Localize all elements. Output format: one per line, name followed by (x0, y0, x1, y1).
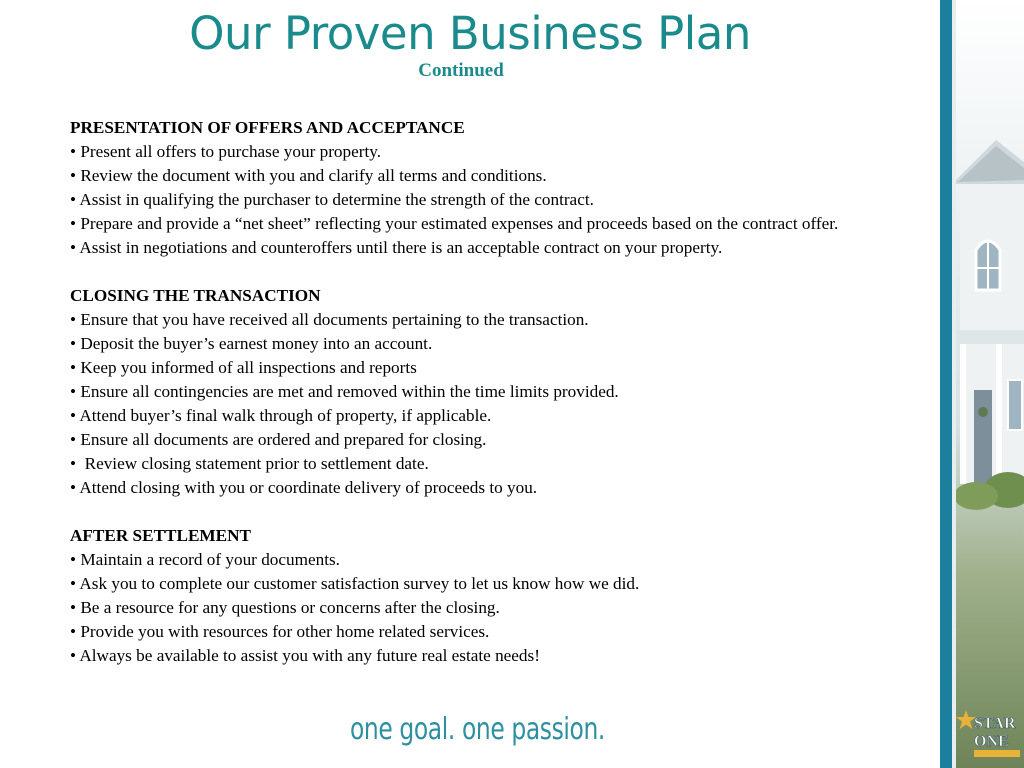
section-heading: AFTER SETTLEMENT (70, 526, 251, 545)
accent-stripe (940, 0, 952, 768)
list-item: • Prepare and provide a “net sheet” reflecting your estimated expenses and proceeds based on the contract offer. (70, 214, 839, 233)
section-offers (70, 116, 870, 260)
page-title: Our Proven Business Plan (189, 7, 751, 60)
list-item: • Review the document with you and clarify all terms and conditions. (70, 166, 547, 185)
list-item: • Provide you with resources for other home related services. (70, 622, 490, 641)
star-one-logo (956, 706, 1024, 768)
list-item: • Ensure that you have received all documents pertaining to the transaction. (70, 310, 589, 329)
svg-text:STAR: STAR (974, 715, 1016, 732)
list-item: • Ensure all contingencies are met and removed within the time limits provided. (70, 382, 619, 401)
list-item: • Review closing statement prior to settlement date. (70, 454, 429, 473)
tagline: one goal. one passion. (350, 712, 605, 747)
list-item: • Ensure all documents are ordered and prepared for closing. (70, 430, 487, 449)
list-item: • Ask you to complete our customer satisfaction survey to let us know how we did. (70, 574, 640, 593)
list-item: • Deposit the buyer’s earnest money into an account. (70, 334, 433, 353)
list-item: • Attend buyer’s final walk through of property, if applicable. (70, 406, 492, 425)
section-after-settlement (70, 524, 870, 668)
list-item: • Keep you informed of all inspections and reports (70, 358, 417, 377)
section-heading: PRESENTATION OF OFFERS AND ACCEPTANCE (70, 118, 465, 137)
section-heading: CLOSING THE TRANSACTION (70, 286, 321, 305)
side-panel (940, 0, 1024, 768)
svg-text:ONE: ONE (974, 733, 1009, 750)
list-item: • Maintain a record of your documents. (70, 550, 340, 569)
list-item: • Assist in qualifying the purchaser to determine the strength of the contract. (70, 190, 594, 209)
list-item: • Present all offers to purchase your property. (70, 142, 382, 161)
section-closing (70, 284, 870, 500)
content-body (70, 116, 870, 692)
list-item: • Be a resource for any questions or concerns after the closing. (70, 598, 500, 617)
house-image (956, 140, 1024, 520)
list-item: • Always be available to assist you with any future real estate needs! (70, 646, 540, 665)
list-item: • Assist in negotiations and counteroffers until there is an acceptable contract on your property. (70, 238, 723, 257)
page-subtitle: Continued (418, 60, 504, 81)
list-item: • Attend closing with you or coordinate delivery of proceeds to you. (70, 478, 538, 497)
